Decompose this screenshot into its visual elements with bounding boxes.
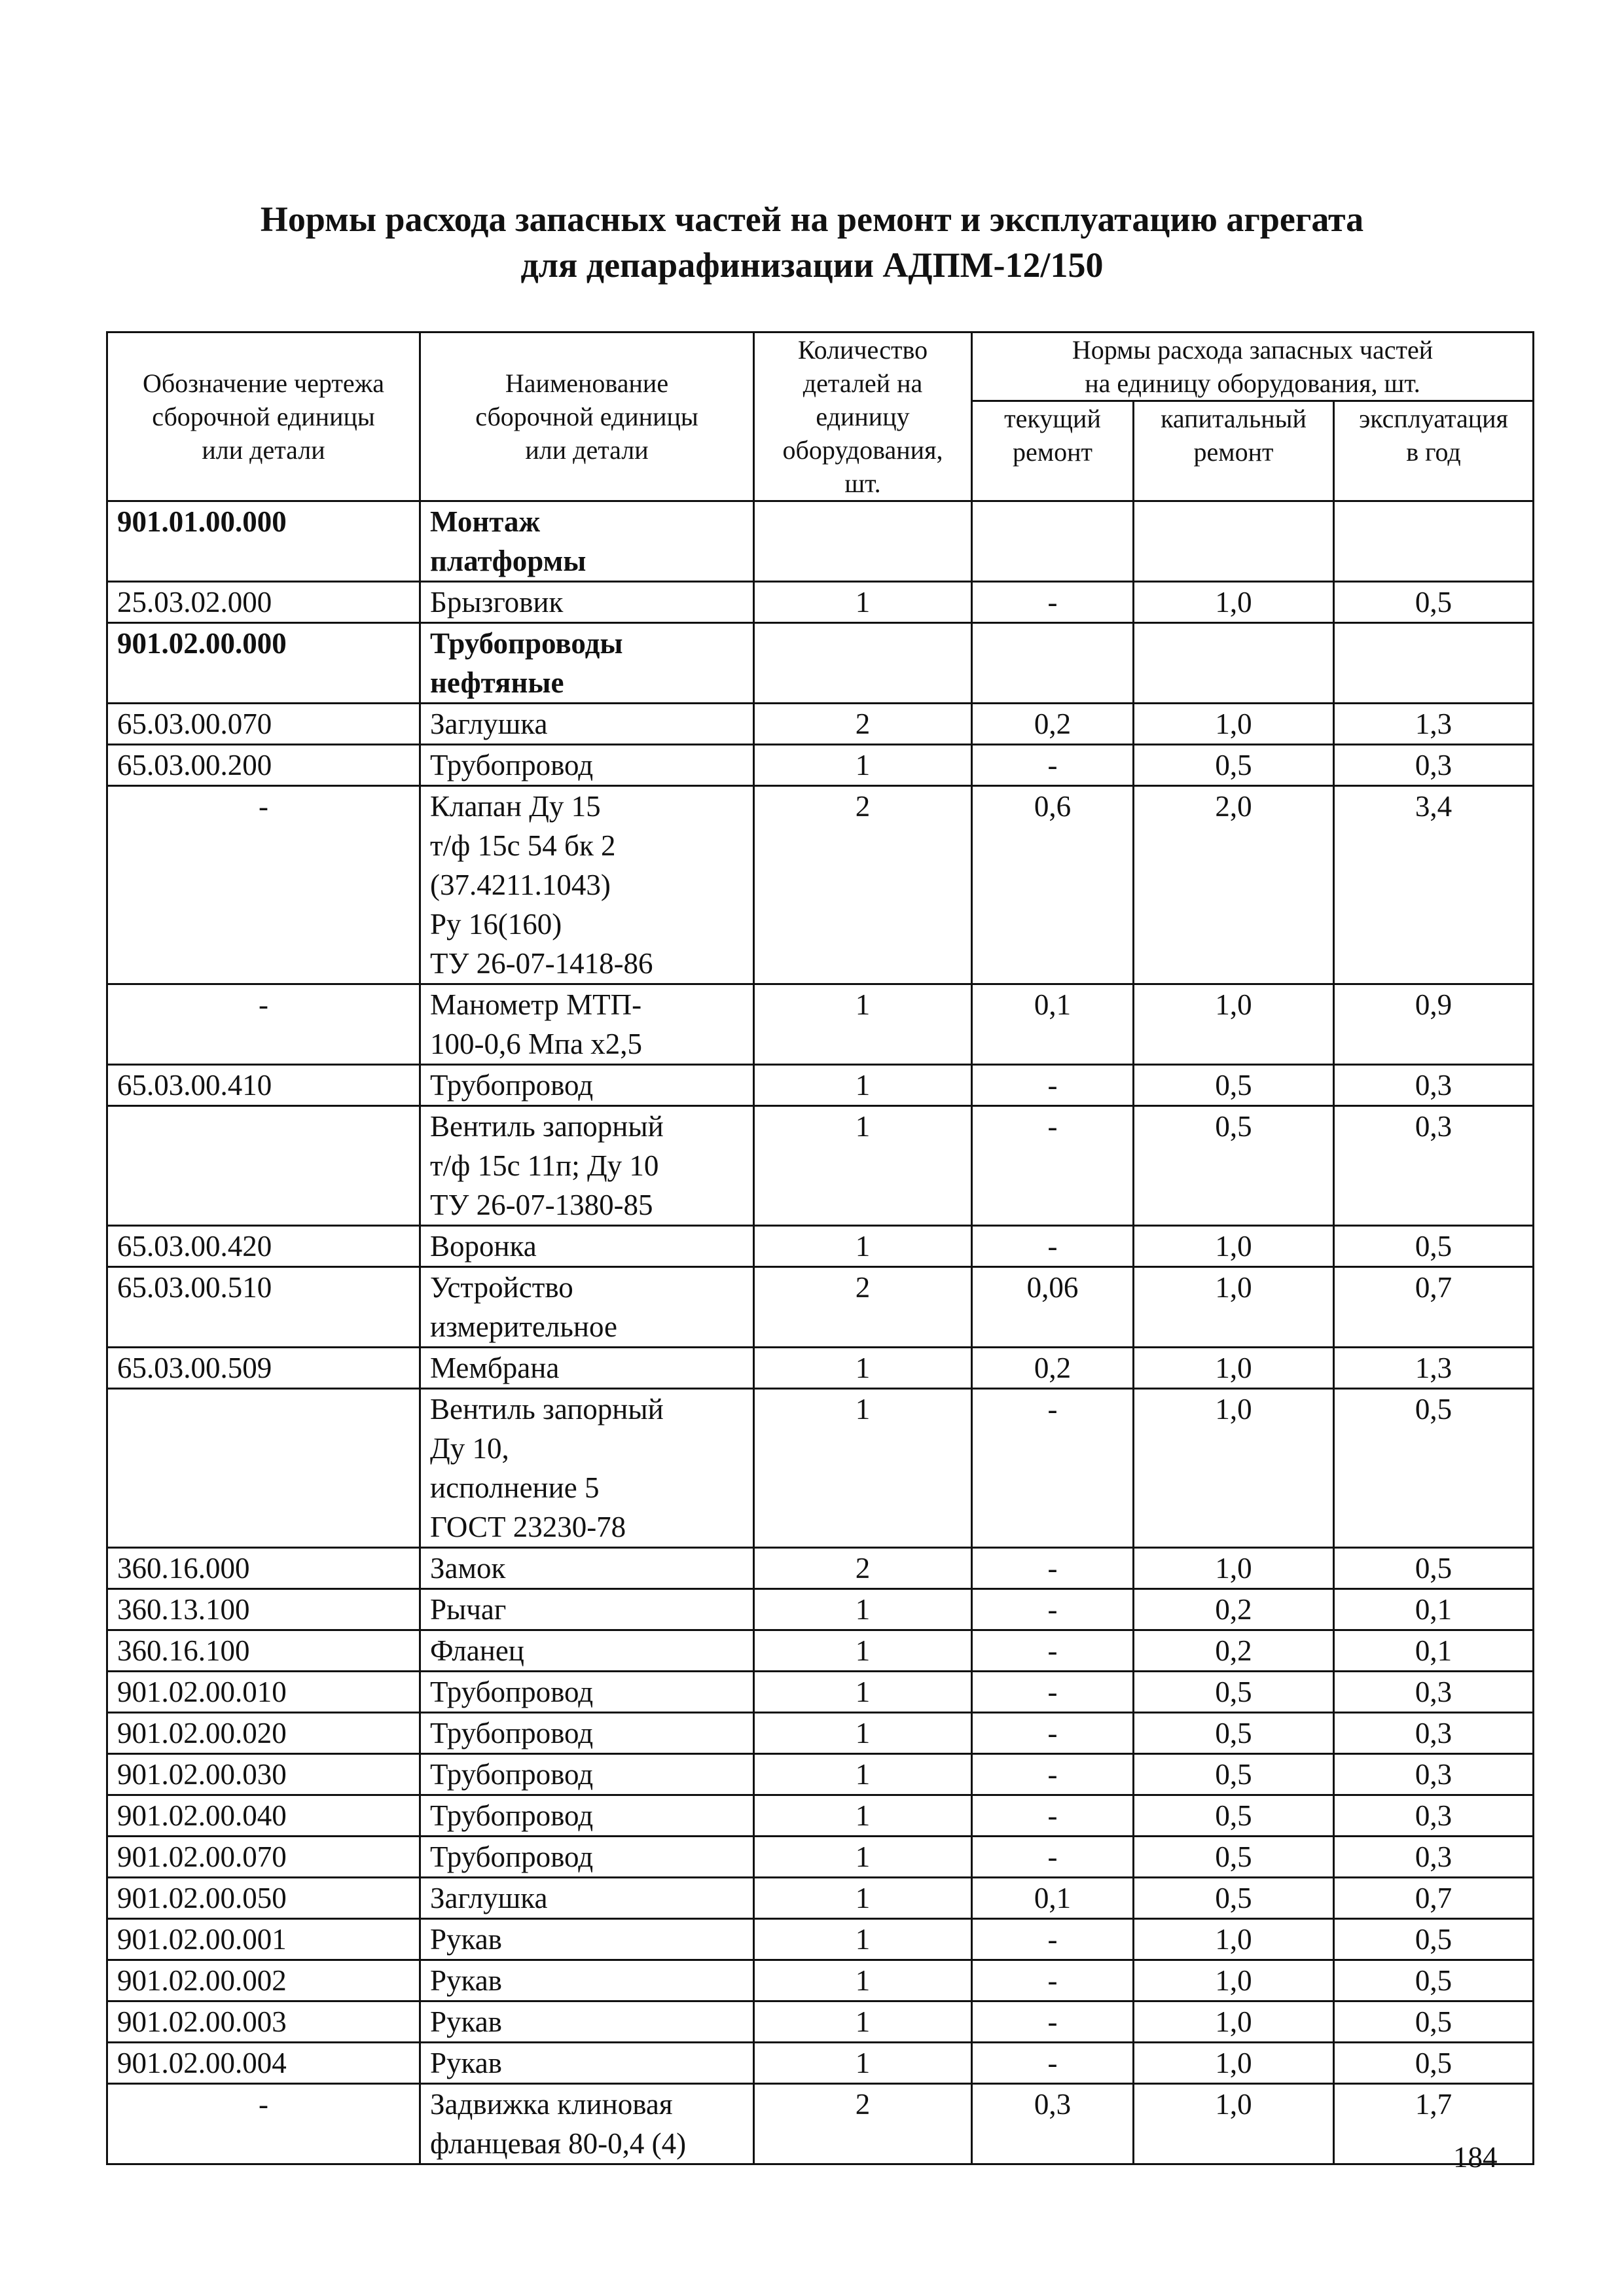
cell-exploitation: 3,4: [1334, 786, 1534, 984]
cell-current-repair: 0,1: [972, 984, 1134, 1065]
cell-name: Заглушка: [420, 704, 754, 745]
cell-capital-repair: 0,5: [1134, 1878, 1334, 1919]
cell-code: 901.02.00.030: [107, 1754, 420, 1795]
table-row: [107, 623, 1534, 704]
cell-exploitation: 0,3: [1334, 1065, 1534, 1106]
table-row: [107, 1106, 1534, 1226]
cell-code: 901.02.00.010: [107, 1672, 420, 1713]
cell-name: Трубопровод: [420, 1754, 754, 1795]
cell-qty: 1: [754, 1589, 972, 1630]
cell-current-repair: -: [972, 1589, 1134, 1630]
cell-current-repair: -: [972, 1754, 1134, 1795]
cell-capital-repair: 0,5: [1134, 1713, 1334, 1754]
cell-code: 360.13.100: [107, 1589, 420, 1630]
table-row: [107, 1919, 1534, 1960]
cell-name: Трубопроводы нефтяные: [420, 623, 754, 704]
cell-name: Рукав: [420, 1919, 754, 1960]
table-row: [107, 1672, 1534, 1713]
cell-current-repair: -: [972, 2043, 1134, 2084]
cell-qty: 1: [754, 1630, 972, 1672]
cell-current-repair: -: [972, 745, 1134, 786]
table-row: [107, 1754, 1534, 1795]
cell-name: Рычаг: [420, 1589, 754, 1630]
table-row: [107, 1389, 1534, 1548]
table-row: [107, 1878, 1534, 1919]
cell-qty: 2: [754, 1267, 972, 1348]
cell-exploitation: 0,3: [1334, 1106, 1534, 1226]
cell-code: 25.03.02.000: [107, 582, 420, 623]
table-row: [107, 1267, 1534, 1348]
cell-current-repair: -: [972, 1713, 1134, 1754]
cell-code: 901.02.00.000: [107, 623, 420, 704]
cell-exploitation: 0,1: [1334, 1630, 1534, 1672]
cell-capital-repair: 1,0: [1134, 582, 1334, 623]
cell-current-repair: [972, 501, 1134, 582]
cell-name: Мембрана: [420, 1348, 754, 1389]
cell-current-repair: -: [972, 1837, 1134, 1878]
cell-capital-repair: 0,5: [1134, 1672, 1334, 1713]
cell-qty: 1: [754, 745, 972, 786]
cell-qty: 1: [754, 1795, 972, 1837]
cell-code: 65.03.00.200: [107, 745, 420, 786]
cell-name: Задвижка клиновая фланцевая 80-0,4 (4): [420, 2084, 754, 2164]
table-row: [107, 501, 1534, 582]
cell-qty: 1: [754, 1837, 972, 1878]
cell-qty: 1: [754, 1919, 972, 1960]
cell-code: [107, 1389, 420, 1548]
cell-qty: 1: [754, 1065, 972, 1106]
cell-code: [107, 1106, 420, 1226]
cell-capital-repair: 1,0: [1134, 2001, 1334, 2043]
cell-name: Трубопровод: [420, 1837, 754, 1878]
cell-capital-repair: 0,5: [1134, 745, 1334, 786]
cell-capital-repair: 0,5: [1134, 1837, 1334, 1878]
cell-exploitation: 0,5: [1334, 582, 1534, 623]
cell-qty: 1: [754, 1106, 972, 1226]
table-row: [107, 2084, 1534, 2164]
cell-exploitation: 0,5: [1334, 1960, 1534, 2001]
spare-parts-table: [106, 331, 1534, 2165]
cell-code: 65.03.00.509: [107, 1348, 420, 1389]
cell-code: -: [107, 984, 420, 1065]
cell-exploitation: 0,7: [1334, 1267, 1534, 1348]
cell-capital-repair: 1,0: [1134, 1548, 1334, 1589]
cell-current-repair: -: [972, 1226, 1134, 1267]
cell-current-repair: -: [972, 1389, 1134, 1548]
table-row: [107, 2043, 1534, 2084]
cell-code: 901.02.00.040: [107, 1795, 420, 1837]
cell-name: Трубопровод: [420, 1795, 754, 1837]
cell-capital-repair: 0,5: [1134, 1065, 1334, 1106]
document-title: [0, 196, 1624, 288]
cell-name: Брызговик: [420, 582, 754, 623]
cell-code: 901.02.00.004: [107, 2043, 420, 2084]
cell-current-repair: 0,2: [972, 704, 1134, 745]
cell-qty: 2: [754, 786, 972, 984]
cell-qty: 1: [754, 1389, 972, 1548]
cell-name: Трубопровод: [420, 745, 754, 786]
table-row: [107, 1348, 1534, 1389]
table-row: [107, 1795, 1534, 1837]
cell-capital-repair: 0,2: [1134, 1630, 1334, 1672]
cell-qty: 1: [754, 1226, 972, 1267]
cell-exploitation: 0,3: [1334, 1713, 1534, 1754]
cell-exploitation: 0,5: [1334, 1919, 1534, 1960]
cell-qty: [754, 623, 972, 704]
cell-current-repair: -: [972, 1795, 1134, 1837]
header-norms: Нормы расхода запасных частей на единицу оборудования, шт.: [972, 332, 1534, 401]
table-row: [107, 1713, 1534, 1754]
cell-capital-repair: 0,5: [1134, 1106, 1334, 1226]
cell-code: 65.03.00.070: [107, 704, 420, 745]
table-row: [107, 1589, 1534, 1630]
cell-qty: 2: [754, 704, 972, 745]
cell-current-repair: -: [972, 1919, 1134, 1960]
title-line-2: для депарафинизации АДПМ-12/150: [520, 245, 1104, 285]
cell-exploitation: 1,3: [1334, 1348, 1534, 1389]
cell-name: Фланец: [420, 1630, 754, 1672]
cell-capital-repair: 1,0: [1134, 1348, 1334, 1389]
cell-capital-repair: 2,0: [1134, 786, 1334, 984]
cell-qty: 1: [754, 582, 972, 623]
cell-code: 901.01.00.000: [107, 501, 420, 582]
cell-name: Воронка: [420, 1226, 754, 1267]
cell-qty: 1: [754, 1348, 972, 1389]
table-row: [107, 2001, 1534, 2043]
cell-exploitation: 0,5: [1334, 2043, 1534, 2084]
cell-code: -: [107, 786, 420, 984]
header-code: Обозначение чертежа сборочной единицы или детали: [107, 332, 420, 501]
cell-name: Заглушка: [420, 1878, 754, 1919]
table-row: [107, 1065, 1534, 1106]
cell-current-repair: -: [972, 1672, 1134, 1713]
cell-capital-repair: 1,0: [1134, 2043, 1334, 2084]
cell-qty: 1: [754, 1960, 972, 2001]
cell-capital-repair: 1,0: [1134, 1267, 1334, 1348]
header-exploitation: эксплуатация в год: [1334, 401, 1534, 501]
cell-exploitation: 0,9: [1334, 984, 1534, 1065]
cell-qty: 1: [754, 2001, 972, 2043]
cell-exploitation: 0,5: [1334, 1548, 1534, 1589]
cell-capital-repair: 0,2: [1134, 1589, 1334, 1630]
cell-exploitation: 0,5: [1334, 1389, 1534, 1548]
table-row: [107, 582, 1534, 623]
table-row: [107, 1548, 1534, 1589]
cell-code: -: [107, 2084, 420, 2164]
cell-current-repair: -: [972, 1630, 1134, 1672]
cell-code: 360.16.000: [107, 1548, 420, 1589]
cell-name: Трубопровод: [420, 1672, 754, 1713]
cell-capital-repair: 1,0: [1134, 2084, 1334, 2164]
cell-name: Монтаж платформы: [420, 501, 754, 582]
cell-exploitation: 0,1: [1334, 1589, 1534, 1630]
cell-code: 901.02.00.002: [107, 1960, 420, 2001]
cell-code: 65.03.00.420: [107, 1226, 420, 1267]
cell-exploitation: 0,7: [1334, 1878, 1534, 1919]
cell-qty: 1: [754, 1878, 972, 1919]
cell-exploitation: 0,3: [1334, 1837, 1534, 1878]
cell-exploitation: [1334, 623, 1534, 704]
cell-current-repair: -: [972, 1106, 1134, 1226]
cell-current-repair: 0,2: [972, 1348, 1134, 1389]
title-line-1: Нормы расхода запасных частей на ремонт и эксплуатацию агрегата: [260, 200, 1364, 239]
header-current-repair: текущий ремонт: [972, 401, 1134, 501]
table-row: [107, 984, 1534, 1065]
page-number: 184: [1453, 2141, 1498, 2174]
cell-capital-repair: 1,0: [1134, 1389, 1334, 1548]
cell-name: Трубопровод: [420, 1713, 754, 1754]
cell-current-repair: 0,6: [972, 786, 1134, 984]
cell-exploitation: 1,3: [1334, 704, 1534, 745]
cell-name: Рукав: [420, 2001, 754, 2043]
cell-capital-repair: 1,0: [1134, 704, 1334, 745]
cell-qty: 1: [754, 984, 972, 1065]
cell-name: Рукав: [420, 1960, 754, 2001]
cell-current-repair: 0,06: [972, 1267, 1134, 1348]
cell-qty: 2: [754, 2084, 972, 2164]
cell-name: Трубопровод: [420, 1065, 754, 1106]
cell-qty: 1: [754, 1713, 972, 1754]
cell-current-repair: 0,1: [972, 1878, 1134, 1919]
cell-qty: 1: [754, 2043, 972, 2084]
cell-current-repair: [972, 623, 1134, 704]
table-row: [107, 1630, 1534, 1672]
table-row: [107, 745, 1534, 786]
cell-capital-repair: [1134, 501, 1334, 582]
cell-exploitation: 0,3: [1334, 1672, 1534, 1713]
cell-current-repair: 0,3: [972, 2084, 1134, 2164]
cell-name: Манометр МТП- 100-0,6 Мпа х2,5: [420, 984, 754, 1065]
cell-current-repair: -: [972, 1548, 1134, 1589]
cell-qty: [754, 501, 972, 582]
cell-qty: 1: [754, 1672, 972, 1713]
cell-exploitation: 0,3: [1334, 1795, 1534, 1837]
cell-current-repair: -: [972, 582, 1134, 623]
table-row: [107, 786, 1534, 984]
cell-name: Рукав: [420, 2043, 754, 2084]
table-row: [107, 1837, 1534, 1878]
cell-capital-repair: 1,0: [1134, 1960, 1334, 2001]
cell-capital-repair: [1134, 623, 1334, 704]
cell-capital-repair: 0,5: [1134, 1795, 1334, 1837]
cell-code: 901.02.00.070: [107, 1837, 420, 1878]
cell-qty: 2: [754, 1548, 972, 1589]
cell-current-repair: -: [972, 2001, 1134, 2043]
header-name: Наименование сборочной единицы или детали: [420, 332, 754, 501]
cell-code: 65.03.00.410: [107, 1065, 420, 1106]
cell-capital-repair: 1,0: [1134, 1226, 1334, 1267]
cell-exploitation: 0,5: [1334, 1226, 1534, 1267]
cell-capital-repair: 0,5: [1134, 1754, 1334, 1795]
cell-code: 901.02.00.020: [107, 1713, 420, 1754]
header-qty: Количество деталей на единицу оборудования, шт.: [754, 332, 972, 501]
table-row: [107, 1226, 1534, 1267]
cell-exploitation: 0,5: [1334, 2001, 1534, 2043]
cell-exploitation: 0,3: [1334, 745, 1534, 786]
cell-capital-repair: 1,0: [1134, 984, 1334, 1065]
cell-capital-repair: 1,0: [1134, 1919, 1334, 1960]
cell-name: Замок: [420, 1548, 754, 1589]
cell-name: Вентиль запорный Ду 10, исполнение 5 ГОСТ 23230-78: [420, 1389, 754, 1548]
cell-name: Клапан Ду 15 т/ф 15с 54 бк 2 (37.4211.1043) Ру 16(160) ТУ 26-07-1418-86: [420, 786, 754, 984]
table-row: [107, 704, 1534, 745]
cell-code: 65.03.00.510: [107, 1267, 420, 1348]
header-capital-repair: капитальный ремонт: [1134, 401, 1334, 501]
cell-current-repair: -: [972, 1065, 1134, 1106]
table-body: [107, 501, 1534, 2164]
cell-exploitation: [1334, 501, 1534, 582]
cell-code: 901.02.00.001: [107, 1919, 420, 1960]
cell-exploitation: 1,7: [1334, 2084, 1534, 2164]
cell-code: 360.16.100: [107, 1630, 420, 1672]
cell-exploitation: 0,3: [1334, 1754, 1534, 1795]
cell-code: 901.02.00.003: [107, 2001, 420, 2043]
table-row: [107, 1960, 1534, 2001]
cell-current-repair: -: [972, 1960, 1134, 2001]
cell-code: 901.02.00.050: [107, 1878, 420, 1919]
cell-name: Вентиль запорный т/ф 15с 11п; Ду 10 ТУ 26-07-1380-85: [420, 1106, 754, 1226]
cell-name: Устройство измерительное: [420, 1267, 754, 1348]
cell-qty: 1: [754, 1754, 972, 1795]
